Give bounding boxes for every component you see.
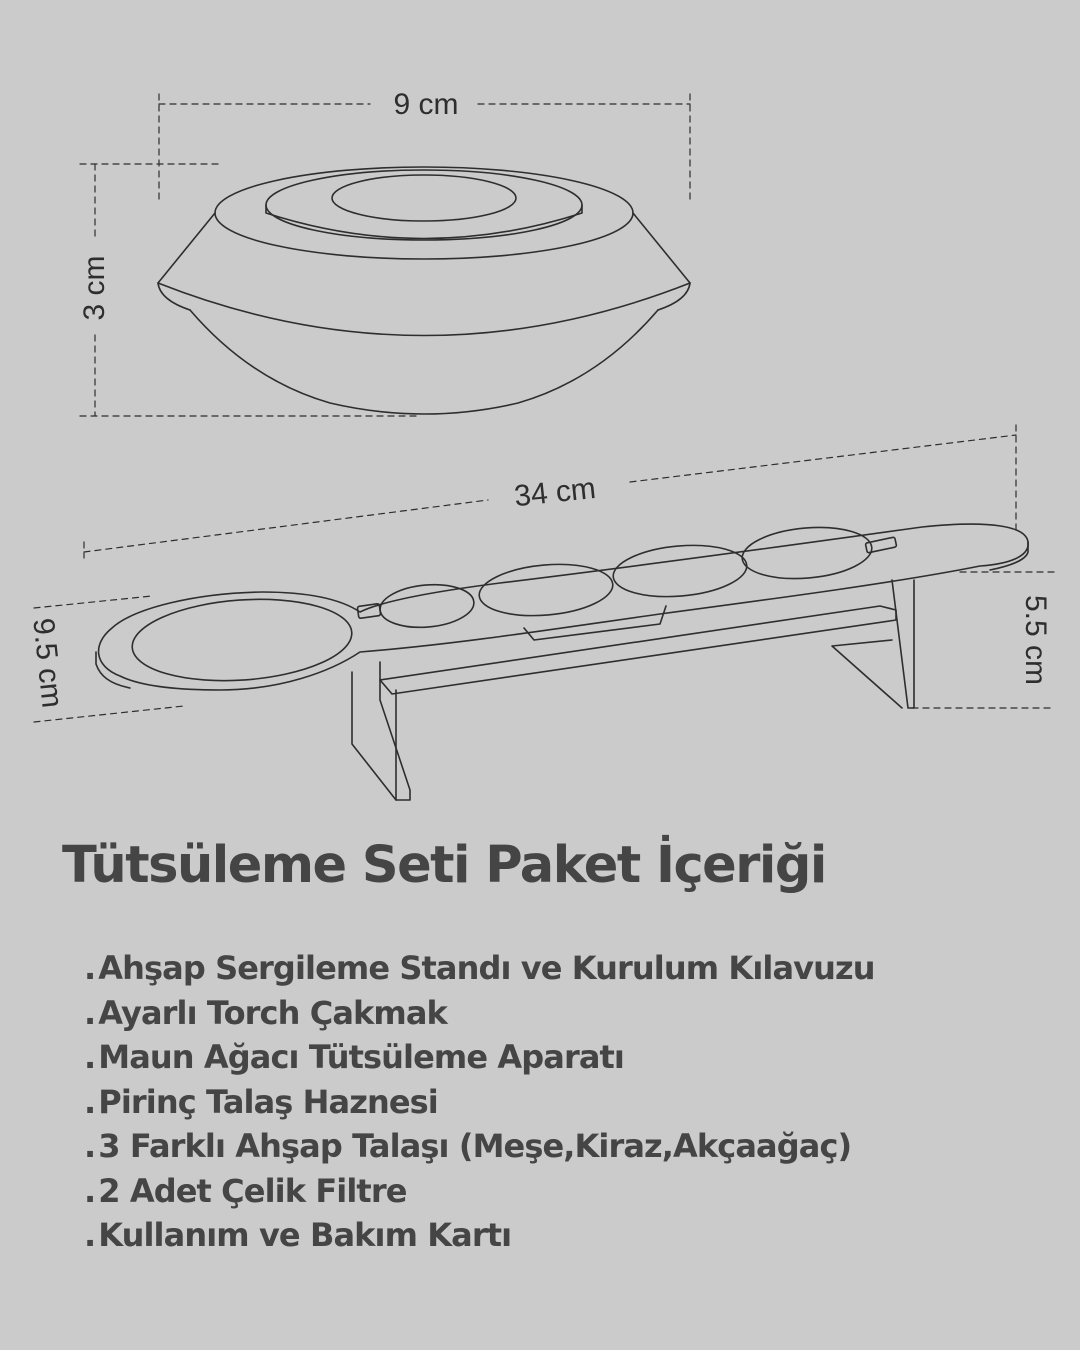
bullet: . [84, 1082, 96, 1121]
stand-outline [96, 522, 1028, 800]
list-item [84, 1035, 875, 1080]
stand-width-label: 9.5 cm [26, 616, 69, 710]
list-item [84, 1124, 875, 1169]
bullet: . [84, 949, 96, 987]
stand-height-label: 5.5 cm [1019, 594, 1052, 686]
list-item-text: Ahşap Sergileme Standı ve Kurulum Kılavuzu [98, 949, 875, 987]
list-item-text: 3 Farklı Ahşap Talaşı (Meşe,Kiraz,Akçaağaç) [98, 1127, 852, 1165]
list-item-text: Pirinç Talaş Haznesi [98, 1082, 438, 1121]
list-item [84, 1213, 875, 1258]
bullet: . [84, 1171, 96, 1210]
bullet: . [84, 1038, 96, 1076]
bullet: . [84, 993, 96, 1032]
package-contents-list [84, 946, 875, 1258]
stand-length-label: 34 cm [512, 471, 598, 514]
smoker-dimension-lines [80, 94, 690, 416]
bullet: . [84, 1127, 96, 1165]
list-item-text: 2 Adet Çelik Filtre [98, 1171, 407, 1210]
bullet: . [84, 1216, 96, 1254]
smoker-outline [158, 167, 690, 414]
list-item-text: Kullanım ve Bakım Kartı [98, 1216, 512, 1254]
smoker-width-label: 9 cm [393, 88, 459, 121]
list-item-text: Maun Ağacı Tütsüleme Aparatı [98, 1038, 625, 1076]
list-item-text: Ayarlı Torch Çakmak [98, 993, 447, 1032]
list-item [84, 946, 875, 991]
package-contents-title: Tütsüleme Seti Paket İçeriği [62, 836, 826, 895]
list-item [84, 1080, 875, 1125]
list-item [84, 1169, 875, 1214]
smoker-height-label: 3 cm [78, 255, 111, 321]
list-item [84, 991, 875, 1036]
